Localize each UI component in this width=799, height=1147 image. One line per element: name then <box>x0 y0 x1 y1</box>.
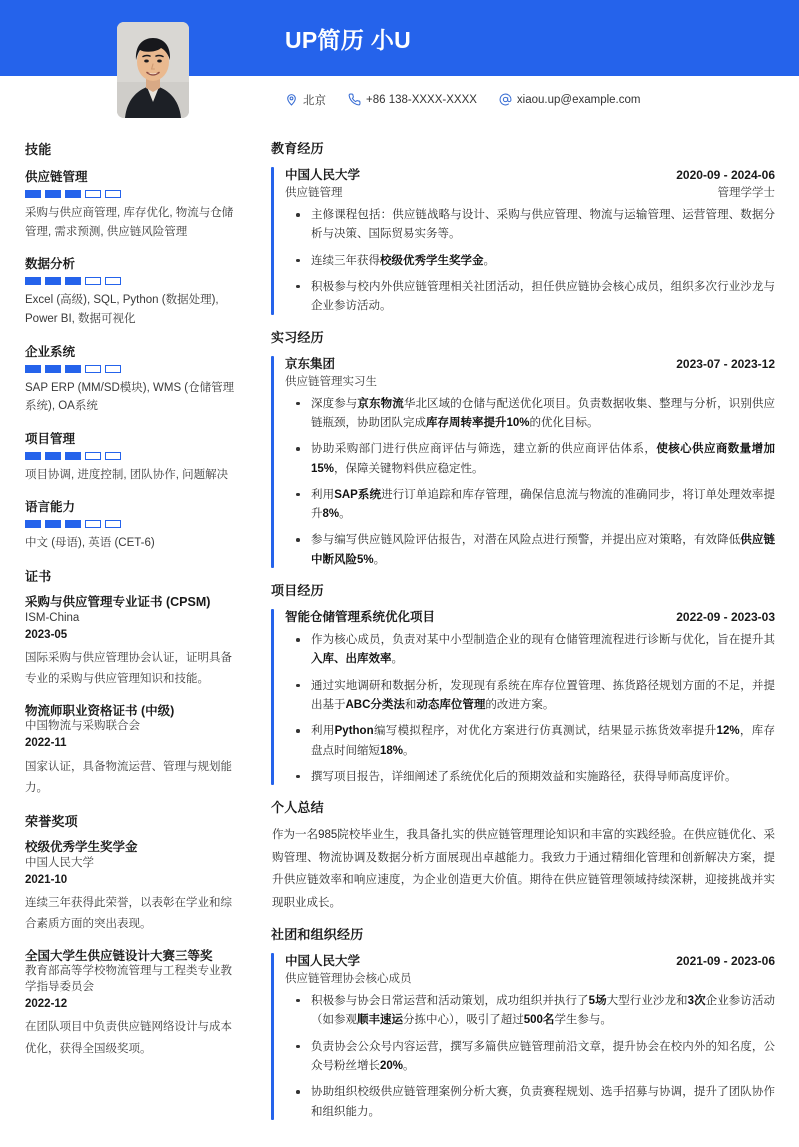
credential-item <box>25 703 240 800</box>
skill-segment <box>45 277 61 285</box>
credential-date: 2023-05 <box>25 628 68 641</box>
skill-segment <box>45 520 61 528</box>
bullet-item: 参与编写供应链风险评估报告，对潜在风险点进行预警，并提出应对策略，有效降低供应链中断风险5%。 <box>285 531 775 570</box>
entry-daterange: 2021-09 - 2023-06 <box>676 953 775 968</box>
bullet-item: 协助采购部门进行供应商评估与筛选，建立新的供应商评估体系，使核心供应商数量增加15%，保障关键物料供应稳定性。 <box>285 440 775 479</box>
bullet-list <box>285 992 775 1122</box>
project-section <box>271 580 775 787</box>
awards-heading: 荣誉奖项 <box>25 814 78 830</box>
skill-segment <box>105 365 121 373</box>
map-pin-icon <box>285 93 298 106</box>
entry-daterange: 2020-09 - 2024-06 <box>676 168 775 182</box>
skill-item <box>25 167 240 241</box>
phone-text: +86 138-XXXX-XXXX <box>366 93 477 106</box>
credential-title: 采购与供应管理专业证书 (CPSM) <box>25 595 211 609</box>
certificates-list <box>25 594 240 799</box>
skills-section <box>25 139 240 553</box>
credential-item <box>25 594 240 691</box>
bullet-list <box>285 631 775 787</box>
sidebar <box>0 123 266 1072</box>
skill-segment <box>25 520 41 528</box>
skill-segment <box>25 365 41 373</box>
credential-date: 2022-11 <box>25 737 67 750</box>
credential-org: 中国人民大学 <box>25 856 94 869</box>
skill-segment <box>45 190 61 198</box>
skill-segment <box>85 520 101 528</box>
awards-section <box>25 811 240 1060</box>
bullet-list <box>285 395 775 571</box>
main-column <box>266 123 799 1131</box>
skill-segment <box>25 277 41 285</box>
entry-header <box>285 607 775 625</box>
education-section <box>271 138 775 317</box>
contact-location <box>285 92 326 108</box>
at-icon <box>499 93 512 106</box>
credential-org: 中国物流与采购联合会 <box>25 720 140 733</box>
entry-header <box>285 165 775 183</box>
club-list <box>271 951 775 1122</box>
skill-item <box>25 497 240 553</box>
summary-heading: 个人总结 <box>271 800 324 816</box>
experience-entry <box>271 607 775 787</box>
skill-segment <box>65 277 81 285</box>
entry-header <box>285 951 775 969</box>
credential-description: 连续三年获得此荣誉，以表彰在学业和综合素质方面的突出表现。 <box>25 897 232 931</box>
internship-section <box>271 327 775 571</box>
entry-subrow <box>285 373 775 389</box>
project-list <box>271 607 775 787</box>
bullet-item: 积极参与协会日常运营和活动策划，成功组织并执行了5场大型行业沙龙和3次企业参访活动（如参观顺丰速运分拣中心），吸引了超过500名学生参与。 <box>285 992 775 1031</box>
credential-date: 2022-12 <box>25 998 68 1011</box>
bullet-item: 利用Python编写模拟程序，对优化方案进行仿真测试，结果显示拣货效率提升12%，库存盘点时间缩短18%。 <box>285 722 775 761</box>
avatar <box>117 22 189 118</box>
credential-title: 物流师职业资格证书 (中级) <box>25 703 175 718</box>
credential-item <box>25 839 240 936</box>
entry-organization: 智能仓储管理系统优化项目 <box>285 610 436 625</box>
entry-daterange: 2023-07 - 2023-12 <box>676 356 775 371</box>
internship-list <box>271 354 775 571</box>
credential-title: 全国大学生供应链设计大赛三等奖 <box>25 948 213 963</box>
skill-level-bar <box>25 452 240 460</box>
skill-segment <box>65 190 81 198</box>
entry-role: 供应链管理协会核心成员 <box>285 972 412 985</box>
skill-name: 项目管理 <box>25 431 76 446</box>
skill-segment <box>85 452 101 460</box>
skill-segment <box>105 277 121 285</box>
bullet-item: 利用SAP系统进行订单追踪和库存管理，确保信息流与物流的准确同步，将订单处理效率提升8%。 <box>285 486 775 525</box>
entry-daterange: 2022-09 - 2023-03 <box>676 610 775 625</box>
entry-organization: 中国人民大学 <box>285 168 361 182</box>
skill-level-bar <box>25 190 240 198</box>
entry-subrow <box>285 970 775 986</box>
education-heading: 教育经历 <box>271 141 324 156</box>
skills-list <box>25 167 240 553</box>
location-text: 北京 <box>303 94 326 107</box>
bullet-item: 协助组织校级供应链管理案例分析大赛，负责赛程规划、选手招募与协调，提升了团队协作和组织能力。 <box>285 1083 775 1122</box>
contact-email <box>499 93 641 106</box>
entry-organization: 京东集团 <box>285 356 336 371</box>
certificates-section <box>25 566 240 799</box>
entry-subrow <box>285 184 775 200</box>
skill-name: 语言能力 <box>25 500 76 515</box>
skill-name: 数据分析 <box>25 257 76 272</box>
skill-segment <box>45 365 61 373</box>
skill-description: Excel (高级), SQL, Python (数据处理), Power BI, 数据可视化 <box>25 294 219 325</box>
certificates-heading: 证书 <box>25 569 52 584</box>
skill-item <box>25 429 240 485</box>
skill-segment <box>65 365 81 373</box>
experience-entry <box>271 354 775 571</box>
internship-heading: 实习经历 <box>271 329 324 345</box>
entry-header <box>285 354 775 372</box>
phone-icon <box>348 93 361 106</box>
bullet-list <box>285 206 775 317</box>
skill-description: 中文 (母语), 英语 (CET-6) <box>25 537 155 550</box>
skill-item <box>25 254 240 328</box>
credential-date: 2021-10 <box>25 873 68 886</box>
skill-segment <box>45 452 61 460</box>
skill-description: SAP ERP (MM/SD模块), WMS (仓储管理系统), OA系统 <box>25 381 235 413</box>
entry-role: 供应链管理实习生 <box>285 375 377 388</box>
email-text: xiaou.up@example.com <box>516 93 641 106</box>
club-heading: 社团和组织经历 <box>271 926 364 942</box>
summary-text: 作为一名985院校毕业生，我具备扎实的供应链管理理论知识和丰富的实践经验。在供应链优化、采购管理、物流协调及数据分析方面展现出卓越能力。我致力于通过精细化管理和创新解决方案，提升供应链效率和响应速度，为企业创造更大价值。期待在供应链管理领域持续深耕，迎接挑战并实现职业成长。 <box>272 829 775 909</box>
bullet-item: 主修课程包括：供应链战略与设计、采购与供应管理、物流与运输管理、运营管理、数据分析与决策、国际贸易实务等。 <box>285 206 775 245</box>
summary-section <box>271 797 775 914</box>
contact-phone <box>348 93 477 106</box>
bullet-item: 负责协会公众号内容运营，撰写多篇供应链管理前沿文章，提升协会在校内外的知名度，公众号粉丝增长20%。 <box>285 1038 775 1077</box>
bullet-item: 连续三年获得校级优秀学生奖学金。 <box>285 252 775 271</box>
bullet-item: 积极参与校内外供应链管理相关社团活动，担任供应链协会核心成员，组织多次行业沙龙与企业参访活动。 <box>285 278 775 317</box>
skill-segment <box>25 452 41 460</box>
entry-organization: 中国人民大学 <box>285 953 361 968</box>
skill-level-bar <box>25 520 240 528</box>
credential-description: 在团队项目中负责供应链网络设计与成本优化，获得全国级奖项。 <box>25 1021 232 1055</box>
skill-segment <box>25 190 41 198</box>
skills-heading: 技能 <box>25 142 52 157</box>
bullet-item: 撰写项目报告，详细阐述了系统优化后的预期效益和实施路径，获得导师高度评价。 <box>285 768 775 787</box>
skill-segment <box>105 452 121 460</box>
credential-title: 校级优秀学生奖学金 <box>25 840 138 855</box>
credential-org: ISM-China <box>25 611 80 624</box>
bullet-item: 通过实地调研和数据分析，发现现有系统在库存位置管理、拣货路径规划方面的不足，并提出基于ABC分类法和动态库位管理的改进方案。 <box>285 677 775 716</box>
entry-role: 供应链管理 <box>285 187 343 199</box>
skill-segment <box>105 190 121 198</box>
skill-name: 供应链管理 <box>25 170 88 184</box>
credential-description: 国际采购与供应管理协会认证，证明具备专业的采购与供应管理知识和技能。 <box>25 651 232 686</box>
experience-entry <box>271 951 775 1122</box>
skill-segment <box>105 520 121 528</box>
credential-item <box>25 948 240 1060</box>
skill-description: 采购与供应商管理, 库存优化, 物流与仓储管理, 需求预测, 供应链风险管理 <box>25 207 234 238</box>
resume-body <box>0 123 799 1147</box>
bullet-item: 作为核心成员，负责对某中小型制造企业的现有仓储管理流程进行诊断与优化，旨在提升其入库、出库效率。 <box>285 631 775 670</box>
education-list <box>271 165 775 317</box>
skill-level-bar <box>25 365 240 373</box>
bullet-item: 深度参与京东物流华北区域的仓储与配送优化项目。负责数据收集、整理与分析，识别供应链瓶颈，协助团队完成库存周转率提升10%的优化目标。 <box>285 395 775 434</box>
club-section <box>271 924 775 1122</box>
skill-segment <box>85 365 101 373</box>
skill-description: 项目协调, 进度控制, 团队协作, 问题解决 <box>25 468 229 481</box>
skill-segment <box>65 520 81 528</box>
credential-description: 国家认证，具备物流运营、管理与规划能力。 <box>25 760 232 794</box>
skill-level-bar <box>25 277 240 285</box>
skill-name: 企业系统 <box>25 344 76 359</box>
skill-item <box>25 342 240 416</box>
page-title: UP简历 小U <box>285 26 412 53</box>
skill-segment <box>85 277 101 285</box>
entry-degree: 管理学学士 <box>717 187 775 199</box>
skill-segment <box>65 452 81 460</box>
project-heading: 项目经历 <box>271 583 324 599</box>
skill-segment <box>85 190 101 198</box>
awards-list <box>25 839 240 1060</box>
experience-entry <box>271 165 775 317</box>
credential-org: 教育部高等学校物流管理与工程类专业教学指导委员会 <box>25 965 232 994</box>
